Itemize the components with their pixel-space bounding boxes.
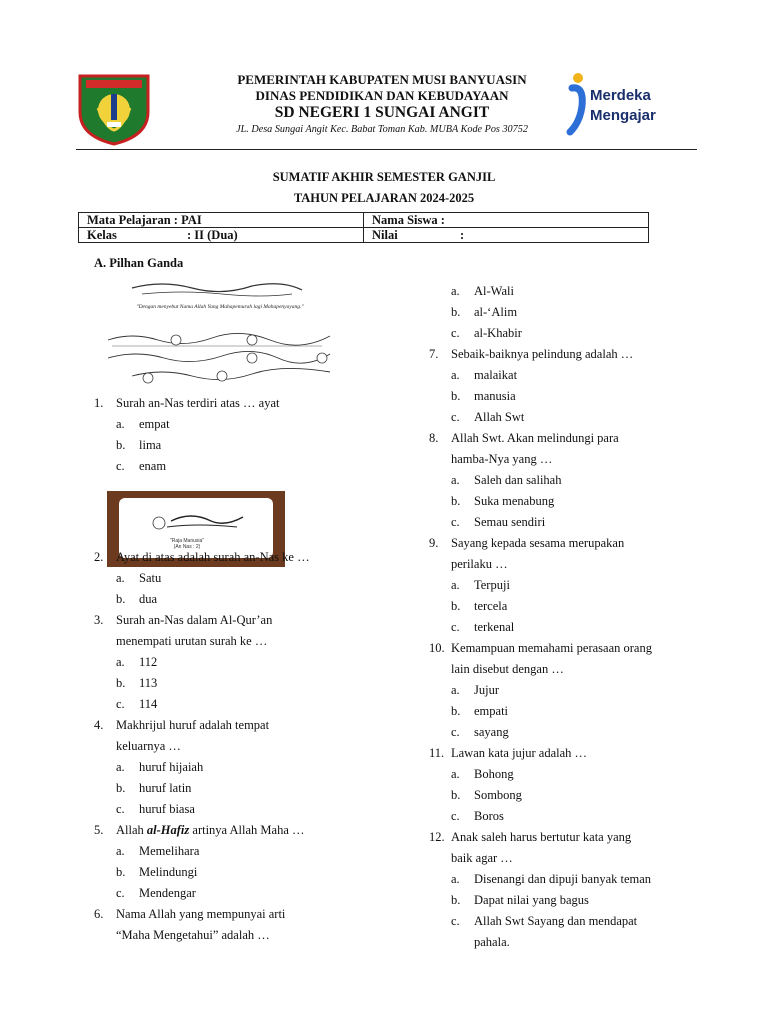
- student-name-label: Nama Siswa :: [372, 213, 445, 227]
- question-text: Anak saleh harus bertutur kata yang: [451, 830, 632, 844]
- verse-reference: (An Nas : 2): [173, 544, 201, 550]
- question-text-continuation: “Maha Mengetahui” adalah …: [116, 928, 270, 942]
- header-government: PEMERINTAH KABUPATEN MUSI BANYUASIN: [237, 72, 527, 87]
- option-text: Disenangi dan dipuji banyak teman: [474, 872, 652, 886]
- option-text: huruf latin: [139, 781, 192, 795]
- option-letter: c.: [116, 459, 125, 473]
- option-letter: a.: [116, 844, 125, 858]
- option-letter: b.: [451, 704, 461, 718]
- option-letter: b.: [116, 438, 126, 452]
- option-letter: b.: [451, 494, 461, 508]
- option-text: empati: [474, 704, 509, 718]
- option-letter: b.: [116, 676, 126, 690]
- option-text: Allah Swt Sayang dan mendapat: [474, 914, 638, 928]
- option-letter: c.: [451, 620, 460, 634]
- option-letter: b.: [451, 305, 461, 319]
- header-address: JL. Desa Sungai Angit Kec. Babat Toman Kab. MUBA Kode Pos 30752: [236, 124, 528, 135]
- basmalah-caption: "Dengan menyebut Nama Allah Yang Mahapemurah lagi Mahapenyayang.": [136, 304, 304, 310]
- question-number: 11.: [429, 746, 445, 760]
- question-text-continuation: menempati urutan surah ke …: [116, 634, 268, 648]
- option-text: dua: [139, 592, 158, 606]
- question-number: 8.: [429, 431, 439, 445]
- subject-cell: [79, 213, 364, 228]
- option-text: Suka menabung: [474, 494, 555, 508]
- question-text: Allah Swt. Akan melindungi para: [451, 431, 619, 445]
- option-letter: a.: [451, 683, 460, 697]
- score-cell[interactable]: [364, 228, 649, 243]
- option-text: terkenal: [474, 620, 515, 634]
- asmaul-husna-term: al-Hafiz: [146, 823, 190, 837]
- question-number: 2.: [94, 550, 104, 564]
- option-text: 112: [139, 655, 158, 669]
- class-value: : II (Dua): [187, 228, 238, 242]
- class-cell: [79, 228, 364, 243]
- option-letter: c.: [451, 515, 460, 529]
- question-text: Allah al-Hafiz artinya Allah Maha …: [116, 823, 305, 837]
- question-text-continuation: perilaku …: [451, 557, 508, 571]
- student-info-table: [78, 212, 649, 243]
- question-number: 4.: [94, 718, 104, 732]
- option-text: Boros: [474, 809, 504, 823]
- option-text: 113: [139, 676, 158, 690]
- exam-title: SUMATIF AKHIR SEMESTER GANJIL: [272, 170, 496, 184]
- surah-an-nas-image: [102, 278, 338, 392]
- option-text: al-‘Alim: [474, 305, 518, 319]
- option-letter: c.: [451, 326, 460, 340]
- option-letter: a.: [451, 284, 460, 298]
- option-letter: b.: [116, 592, 126, 606]
- option-letter: a.: [116, 760, 125, 774]
- option-text: huruf hijaiah: [139, 760, 204, 774]
- option-letter: b.: [451, 389, 461, 403]
- option-letter: b.: [451, 599, 461, 613]
- question-number: 1.: [94, 396, 104, 410]
- option-text: enam: [139, 459, 167, 473]
- option-text: Dapat nilai yang bagus: [474, 893, 589, 907]
- option-text: lima: [139, 438, 162, 452]
- question-number: 3.: [94, 613, 104, 627]
- subject-label: Mata Pelajaran :: [87, 213, 178, 227]
- option-letter: a.: [451, 368, 460, 382]
- option-text: Mendengar: [139, 886, 196, 900]
- subject-value: PAI: [181, 213, 202, 227]
- option-letter: c.: [116, 886, 125, 900]
- option-letter: a.: [451, 578, 460, 592]
- option-text: sayang: [474, 725, 509, 739]
- score-label: Nilai: [372, 228, 398, 242]
- score-colon: :: [460, 228, 465, 242]
- option-letter: a.: [116, 571, 125, 585]
- mengajar-text: Mengajar: [590, 107, 656, 124]
- question-text: Nama Allah yang mempunyai arti: [116, 907, 286, 921]
- question-number: 10.: [429, 641, 445, 655]
- student-name-cell[interactable]: [364, 213, 649, 228]
- header-school-name: SD NEGERI 1 SUNGAI ANGIT: [274, 104, 490, 121]
- academic-year: TAHUN PELAJARAN 2024-2025: [293, 191, 475, 205]
- question-number: 5.: [94, 823, 104, 837]
- option-text: Al-Wali: [474, 284, 514, 298]
- option-text: huruf biasa: [139, 802, 195, 816]
- question-text-continuation: keluarnya …: [116, 739, 181, 753]
- merdeka-mengajar-logo: [566, 70, 656, 140]
- option-letter: c.: [451, 410, 460, 424]
- question-text-continuation: hamba-Nya yang …: [451, 452, 553, 466]
- question-text: Surah an-Nas terdiri atas … ayat: [116, 396, 280, 410]
- option-text: tercela: [474, 599, 508, 613]
- option-letter: b.: [451, 893, 461, 907]
- option-letter: c.: [451, 809, 460, 823]
- option-letter: c.: [116, 802, 125, 816]
- question-text: Sayang kepada sesama merupakan: [451, 536, 625, 550]
- questions-right-column: [429, 284, 739, 954]
- question-number: 9.: [429, 536, 439, 550]
- question-text: Sebaik-baiknya pelindung adalah …: [451, 347, 634, 361]
- option-letter: a.: [116, 417, 125, 431]
- option-letter: a.: [116, 655, 125, 669]
- verse-translation: "Raja Manusia": [169, 538, 205, 544]
- option-text: manusia: [474, 389, 516, 403]
- question-number: 12.: [429, 830, 445, 844]
- option-letter: a.: [451, 767, 460, 781]
- question-text: Ayat di atas adalah surah an-Nas ke …: [116, 550, 310, 564]
- option-letter: b.: [451, 788, 461, 802]
- option-letter: b.: [116, 781, 126, 795]
- header-divider: [76, 149, 697, 150]
- option-letter: c.: [451, 914, 460, 928]
- option-text: malaikat: [474, 368, 518, 382]
- option-text: Sombong: [474, 788, 522, 802]
- option-text: Semau sendiri: [474, 515, 546, 529]
- option-letter: c.: [451, 725, 460, 739]
- option-text: Satu: [139, 571, 162, 585]
- muba-emblem-logo: [76, 72, 152, 146]
- header-department: DINAS PENDIDIKAN DAN KEBUDAYAAN: [255, 88, 509, 103]
- class-label: Kelas: [87, 228, 117, 242]
- question-text: Makhrijul huruf adalah tempat: [116, 718, 270, 732]
- section-multiple-choice-heading: A. Pilhan Ganda: [94, 256, 184, 270]
- option-text: Memelihara: [139, 844, 200, 858]
- info-row: [79, 213, 649, 228]
- option-letter: a.: [451, 872, 460, 886]
- option-text: al-Khabir: [474, 326, 522, 340]
- merdeka-text: Merdeka: [590, 87, 651, 104]
- option-text: 114: [139, 697, 158, 711]
- question-number: 7.: [429, 347, 439, 361]
- question-text: Lawan kata jujur adalah …: [451, 746, 588, 760]
- question-text: Surah an-Nas dalam Al-Qur’an: [116, 613, 273, 627]
- info-row: [79, 228, 649, 243]
- option-text: Allah Swt: [474, 410, 525, 424]
- option-text: Melindungi: [139, 865, 198, 879]
- option-text-continuation: pahala.: [474, 935, 510, 949]
- question-text: Kemampuan memahami perasaan orang: [451, 641, 652, 655]
- option-text: Jujur: [474, 683, 499, 697]
- question-text-continuation: baik agar …: [451, 851, 513, 865]
- question-number: 6.: [94, 907, 104, 921]
- option-letter: b.: [116, 865, 126, 879]
- option-letter: c.: [116, 697, 125, 711]
- option-letter: a.: [451, 473, 460, 487]
- option-text: Bohong: [474, 767, 514, 781]
- questions-left-column: [94, 396, 424, 956]
- option-text: empat: [139, 417, 170, 431]
- question-text-continuation: lain disebut dengan …: [451, 662, 564, 676]
- option-text: Saleh dan salihah: [474, 473, 562, 487]
- option-text: Terpuji: [474, 578, 510, 592]
